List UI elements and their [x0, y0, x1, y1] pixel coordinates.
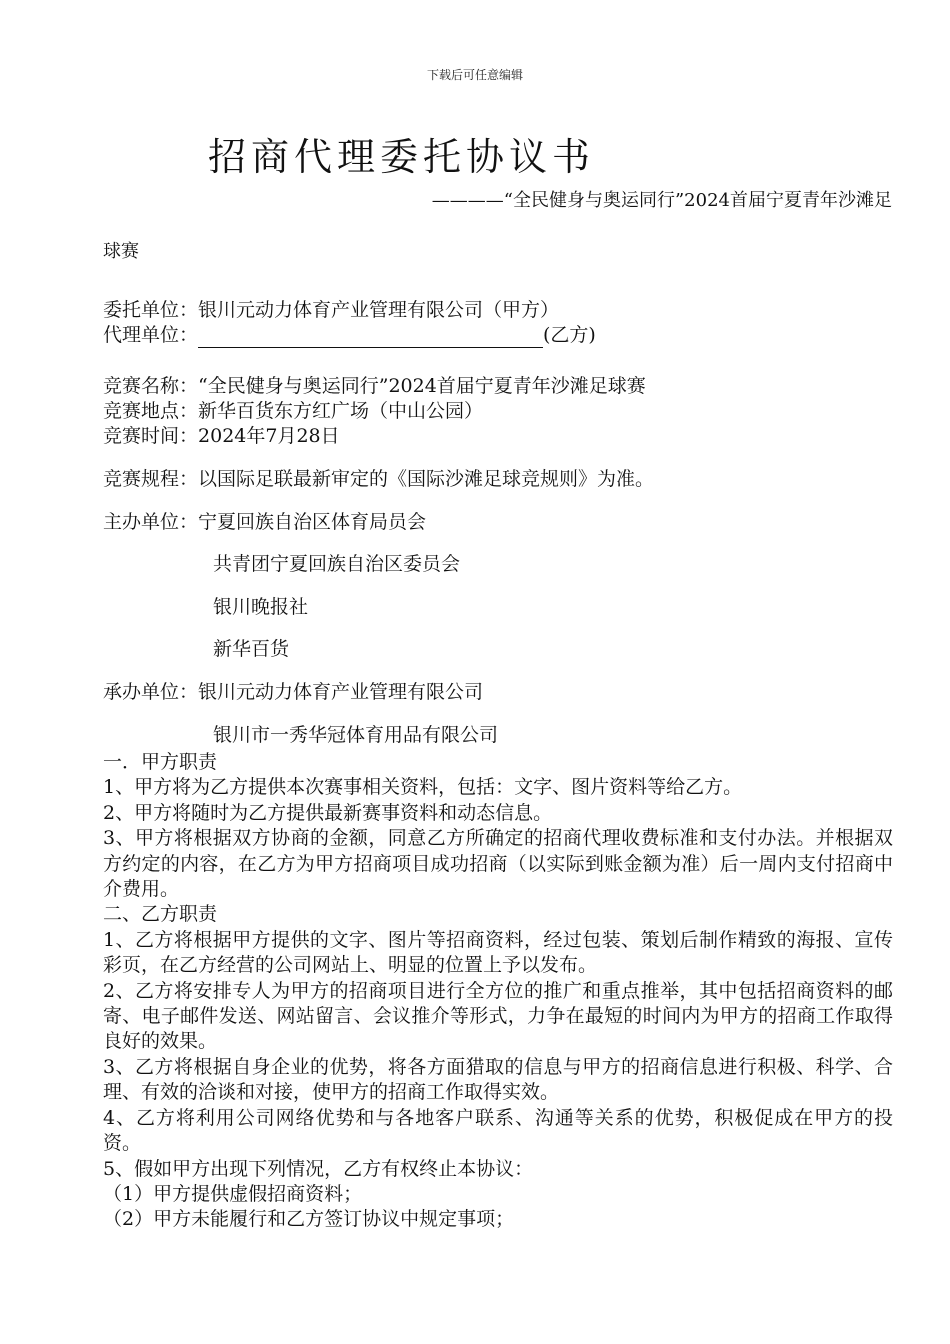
organizers-label: 主办单位： [103, 511, 199, 533]
document-title: 招商代理委托协议书 [208, 135, 596, 179]
clause: 3、乙方将根据自身企业的优势，将各方面猎取的信息与甲方的招商信息进行积极、科学、合理、有效的洽谈和对接，使甲方的招商工作取得实效。 [103, 1055, 893, 1104]
agent-label: 代理单位： [103, 324, 199, 346]
document-subtitle-continued: 球赛 [103, 241, 139, 262]
event-venue-line [103, 399, 483, 424]
client-value: 银川元动力体育产业管理有限公司（甲方） [198, 299, 560, 321]
hosts-line [103, 680, 483, 705]
event-time-label: 竞赛时间： [103, 425, 199, 447]
agent-suffix: (乙方) [543, 324, 596, 346]
section-heading: 一．甲方职责 [103, 751, 218, 773]
organizers-line [103, 510, 426, 535]
organizer-item: 新华百货 [213, 638, 290, 660]
section-heading: 二、乙方职责 [103, 903, 218, 926]
hosts-label: 承办单位： [103, 681, 199, 703]
header-note: 下载后可任意编辑 [426, 68, 523, 82]
clause: 1、甲方将为乙方提供本次赛事相关资料，包括：文字、图片资料等给乙方。 [103, 776, 743, 799]
event-venue-value: 新华百货东方红广场（中山公园） [198, 400, 484, 422]
host-item: 银川市一秀华冠体育用品有限公司 [213, 724, 499, 746]
event-venue-label: 竞赛地点： [103, 400, 199, 422]
organizer-item: 银川晚报社 [213, 596, 309, 618]
agreement-body [103, 750, 893, 1233]
sub-clause: （2）甲方未能履行和乙方签订协议中规定事项； [103, 1208, 515, 1231]
clause: 2、甲方将随时为乙方提供最新赛事资料和动态信息。 [103, 801, 553, 824]
clause: 2、乙方将安排专人为甲方的招商项目进行全方位的推广和重点推举，其中包括招商资料的邮寄、电子邮件发送、网站留言、会议推介等形式，力争在最短的时间内为甲方的招商工作取得良好的效果。 [103, 979, 893, 1053]
event-name-line [103, 374, 646, 399]
event-name-value: “全民健身与奥运同行”2024首届宁夏青年沙滩足球赛 [198, 375, 646, 397]
clause: 3、甲方将根据双方协商的金额，同意乙方所确定的招商代理收费标准和支付办法。并根据双方约定的内容，在乙方为甲方招商项目成功招商（以实际到账金额为准）后一周内支付招商中介费用。 [103, 827, 893, 901]
clause: 5、假如甲方出现下列情况，乙方有权终止本协议： [103, 1157, 534, 1180]
host-item: 银川元动力体育产业管理有限公司 [198, 681, 484, 703]
client-label: 委托单位： [103, 299, 199, 321]
event-rules-value: 以国际足联最新审定的《国际沙滩足球竞规则》为准。 [198, 468, 655, 490]
agent-line [103, 323, 596, 348]
agent-blank-field[interactable] [198, 327, 543, 348]
clause: 1、乙方将根据甲方提供的文字、图片等招商资料，经过包装、策划后制作精致的海报、宣传彩页，在乙方经营的公司网站上、明显的位置上予以发布。 [103, 928, 893, 977]
organizer-item: 宁夏回族自治区体育局员会 [198, 511, 427, 533]
event-time-value: 2024年7月28日 [198, 425, 340, 447]
clause: 4、乙方将利用公司网络优势和与各地客户联系、沟通等关系的优势，积极促成在甲方的投资。 [103, 1106, 893, 1155]
client-line [103, 298, 559, 323]
event-rules-label: 竞赛规程： [103, 468, 199, 490]
organizer-item: 共青团宁夏回族自治区委员会 [213, 553, 461, 575]
document-subtitle: ————“全民健身与奥运同行”2024首届宁夏青年沙滩足 [431, 190, 892, 211]
event-time-line [103, 424, 340, 449]
sub-clause: （1）甲方提供虚假招商资料； [103, 1182, 363, 1205]
event-name-label: 竞赛名称： [103, 375, 199, 397]
event-rules-line [103, 467, 654, 492]
